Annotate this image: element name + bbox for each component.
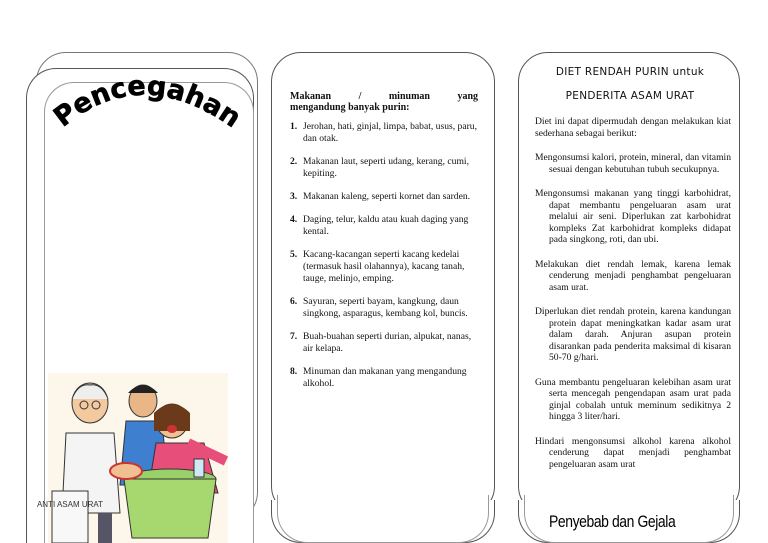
diet-paragraph: Mengonsumsi makanan yang tinggi karbohidrat, dapat membantu pengeluaran asam urat melalui air seni. Diperlukan zat karbohidrat kompleks Zat karbohidrat kompleks didapat pada singkong, roti, dan ubi. — [535, 188, 731, 245]
list-item-number: 5. — [290, 249, 298, 260]
heading-slash: / — [358, 91, 362, 102]
list-item — [290, 191, 480, 203]
list-item-number: 3. — [290, 191, 298, 202]
diet-paragraph: Diperlukan diet rendah protein, karena kandungan protein dapat meningkatkan kadar asam urat dalam darah. Anjuran asupan protein disarankan pada penderita maksimal di kisaran 50-70 g/hari. — [535, 306, 731, 363]
causes-symptoms-title: Penyebab dan Gejala — [549, 512, 676, 531]
list-item-text: Daging, telur, kaldu atau kuah daging yang kental. — [303, 214, 469, 237]
list-item — [290, 331, 480, 355]
middle-panel-bottom-inner — [277, 495, 489, 543]
list-item-number: 2. — [290, 156, 298, 167]
heading-word-2: minuman — [388, 91, 430, 102]
list-item-number: 7. — [290, 331, 298, 342]
diet-paragraph: Guna membantu pengeluaran kelebihan asam urat serta mencegah pengendapan asam urat pada ginjal cobalah untuk meminum sedikitnya 2 hingga 3 liter/hari. — [535, 376, 731, 422]
list-item — [290, 366, 480, 390]
diet-title-line-2: PENDERITA ASAM URAT — [565, 90, 695, 102]
gout-cartoon-illustration — [36, 373, 228, 543]
diet-paragraph: Hindari mengonsumsi alkohol karena alkohol cenderung dapat menjadi penghambat pengeluaran asam urat — [535, 435, 731, 470]
list-item-text: Jerohan, hati, ginjal, limpa, babat, usus, paru, dan otak. — [303, 121, 477, 144]
list-item-text: Kacang-kacangan seperti kacang kedelai (termasuk hasil olahannya), kacang tanah, tauge, melinjo, emping. — [303, 249, 465, 284]
list-item-number: 4. — [290, 214, 298, 225]
heading-word-3: yang — [457, 91, 478, 102]
list-item — [290, 296, 480, 320]
list-item-text: Makanan kaleng, seperti kornet dan sarden. — [303, 191, 471, 202]
purine-foods-list — [290, 121, 480, 401]
diet-paragraph: Mengonsumsi kalori, protein, mineral, dan vitamin sesuai dengan kebutuhan tubuh secukupnya. — [535, 152, 731, 175]
pencegahan-title-art — [40, 50, 250, 140]
diet-body — [535, 116, 731, 543]
diet-intro: Diet ini dapat dipermudah dengan melakukan kiat sederhana sebagai berikut: — [535, 116, 731, 139]
list-item-text: Makanan laut, seperti udang, kerang, cumi, kepiting. — [303, 156, 469, 179]
list-item-number: 1. — [290, 121, 298, 132]
list-item — [290, 156, 480, 180]
list-item-text: Minuman dan makanan yang mengandung alkohol. — [303, 366, 467, 389]
list-item — [290, 214, 480, 238]
list-item-text: Sayuran, seperti bayam, kangkung, daun singkong, asparagus, kembang kol, buncis. — [303, 296, 468, 319]
diet-title-line-1: DIET RENDAH PURIN untuk — [555, 66, 705, 78]
svg-text:Pencegahan — [48, 71, 246, 134]
purine-foods-heading — [290, 91, 478, 113]
list-item — [290, 249, 480, 285]
list-item-text: Buah-buahan seperti durian, alpukat, nanas, air kelapa. — [303, 331, 472, 354]
list-item — [290, 121, 480, 145]
list-item-number: 6. — [290, 296, 298, 307]
heading-word-1: Makanan — [290, 91, 332, 102]
cartoon-caption: ANTI ASAM URAT — [36, 500, 104, 509]
heading-line-2: mengandung banyak purin: — [290, 102, 410, 113]
diet-paragraph: Melakukan diet rendah lemak, karena lemak cenderung menjadi penghambat pengeluaran asam urat. — [535, 258, 731, 293]
list-item-number: 8. — [290, 366, 298, 377]
left-panel-title: Pencegahan — [48, 70, 247, 134]
